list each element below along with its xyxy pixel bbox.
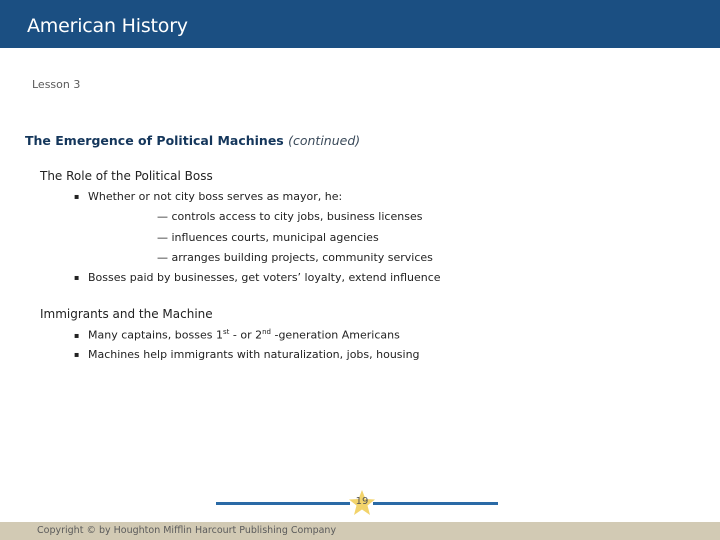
sub-item: — arranges building projects, community services [157,251,433,264]
bullet-icon: ▪ [74,330,80,340]
bullet-text: Machines help immigrants with naturalization, jobs, housing [88,348,420,361]
slide-title-main: The Emergence of Political Machines [25,133,284,148]
bullet-icon: ▪ [74,192,80,201]
footer-rule-right [373,502,498,505]
list-item [74,348,420,361]
list-item [74,190,342,203]
list-item [74,271,441,284]
copyright-text: Copyright © by Houghton Mifflin Harcourt Publishing Company [37,525,337,536]
lesson-label: Lesson 3 [32,78,81,91]
slide-title-suffix: (continued) [288,133,361,148]
footer-rule-left [216,502,350,505]
sub-item: — controls access to city jobs, business licenses [157,210,423,223]
course-title: American History [27,15,188,37]
ordinal-suffix: st [222,328,230,336]
bullet-text: Whether or not city boss serves as mayor, he: [88,190,343,203]
bullet-text-part: - or 2 [229,328,263,342]
bullet-icon: ▪ [74,350,80,359]
bullet-text-part: Many captains, bosses 1 [88,328,223,342]
list-item [74,328,400,342]
footer-bar [0,522,720,540]
section-heading-immigrants: Immigrants and the Machine [40,307,213,321]
slide-title [25,133,360,148]
sub-item: — influences courts, municipal agencies [157,231,379,244]
bullet-icon: ▪ [74,273,80,282]
bullet-text: Bosses paid by businesses, get voters’ loyalty, extend influence [88,271,441,284]
bullet-text-part: -generation Americans [270,328,400,342]
header-bar [0,0,720,48]
page-number: 19 [355,496,369,507]
section-heading-boss: The Role of the Political Boss [40,169,213,183]
ordinal-suffix: nd [262,328,271,336]
